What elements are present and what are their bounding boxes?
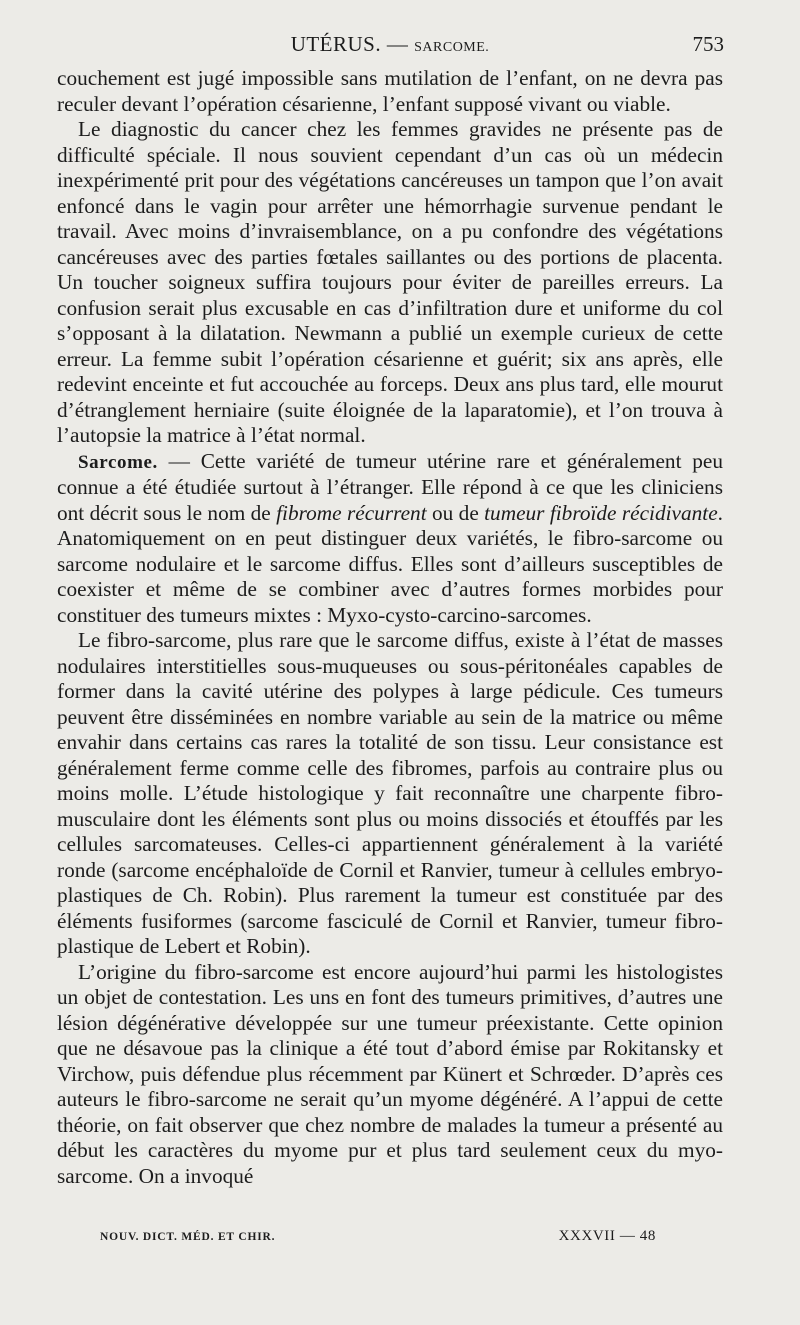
header-title: UTÉRUS. xyxy=(290,32,382,56)
paragraph-diagnostic: Le diagnostic du cancer chez les femmes gravides ne présente pas de difficulté spéciale. Il nous souvient cependant d’un cas où un médecin inexpérimenté prit pour des végétations cancéreuses un tampon que l’on avait enfoncé dans le vagin pour arrêter une hémorrhagie survenue pendant le travail. Avec moins d’invraisemblance, on a pu confondre des végétations cancéreuses avec des parties fœtales saillantes ou des portions de placenta. Un toucher soigneux suffira toujours pour éviter de pareilles erreurs. La confusion serait plus excusable en cas d’infiltration dure et uniforme du col s’opposant à la dilatation. Newmann a publié un exemple curieux de cette erreur. La femme subit l’opération césarienne et guérit; six ans après, elle redevint enceinte et fut accouchée au forceps. Deux ans plus tard, elle mourut d’étranglement herniaire (suite éloignée de la laparatomie), et l’on trouva à l’autopsie la matrice à l’état normal. xyxy=(57,117,723,447)
footer-publication: NOUV. DICT. MÉD. ET CHIR. xyxy=(100,1231,276,1243)
italic-fibrome-recurrent: fibrome récurrent xyxy=(276,500,427,525)
sarcome-mid: ou de xyxy=(426,500,485,525)
running-header xyxy=(56,32,724,62)
paragraph-continuation: couchement est jugé impossible sans mutilation de l’enfant, on ne devra pas reculer devant l’opération césarienne, l’enfant supposé vivant ou viable. xyxy=(57,66,723,116)
paragraph-fibro-sarcome: Le fibro-sarcome, plus rare que le sarcome diffus, existe à l’état de masses nodulaires interstitielles sous-muqueuses ou sous-péritonéales capables de former dans la cavité utérine des polypes à large pédicule. Ces tumeurs peuvent être disséminées en nombre variable au sein de la matrice ou même envahir dans certains cas rares la totalité de son tissu. Leur consistance est généralement ferme comme celle des fibromes, parfois au contraire plus ou moins molle. L’étude histologique y fait reconnaître une charpente fibro-musculaire dont les éléments sont plus ou moins dissociés et étouffés par les cellules sarcomateuses. Celles-ci appartiennent généralement à la variété ronde (sarcome encéphaloïde de Cornil et Ranvier, tumeur à cellules embryo-plastiques de Ch. Robin). Plus rarement la tumeur est constituée par des éléments fusiformes (sarcome fasciculé de Cornil et Ranvier, tumeur fibro-plastique de Lebert et Robin). xyxy=(57,628,723,958)
body-text xyxy=(57,66,723,1189)
footer-signature: XXXVII — 48 xyxy=(558,1228,656,1244)
italic-tumeur-fibroide: tumeur fibroïde récidivante xyxy=(484,500,718,525)
running-title xyxy=(56,32,724,57)
sarcome-lead: — Cette variété de tumeur utérine rare et généralement peu connue a été étudiée surtout à l’étranger. Elle répond à ce que les cliniciens ont décrit sous le nom de xyxy=(57,448,723,525)
section-heading-sarcome: Sarcome. xyxy=(78,451,158,473)
paragraph-origine: L’origine du fibro-sarcome est encore aujourd’hui parmi les histologistes un objet de contestation. Les uns en font des tumeurs primitives, d’autres une lésion dégénérative développée sur une tumeur préexistante. Cette opinion que ne désavoue pas la clinique a été tout d’abord émise par Rokitansky et Virchow, puis défendue plus récemment par Künert et Schrœder. D’après ces auteurs le fibro-sarcome ne serait qu’un myome dégénéré. A l’appui de cette théorie, on fait observer que chez nombre de malades la tumeur a présenté au début les caractères du myome pur et plus tard seulement ceux du myo-sarcome. On a invoqué xyxy=(57,959,723,1188)
page-number: 753 xyxy=(692,32,724,56)
page-footer xyxy=(100,1228,656,1250)
paragraph-sarcome xyxy=(57,449,723,629)
sarcome-tail: . Anatomiquement on en peut distinguer deux variétés, le fibro-sarcome ou sarcome nodulaire et le sarcome diffus. Elles sont d’ailleurs susceptibles de coexister et même de se combiner avec d’autres formes morbides pour constituer des tumeurs mixtes : Myxo-cysto-carcino-sarcomes. xyxy=(57,500,723,627)
header-subtitle: SARCOME. xyxy=(414,40,490,55)
header-dash: — xyxy=(386,32,409,56)
